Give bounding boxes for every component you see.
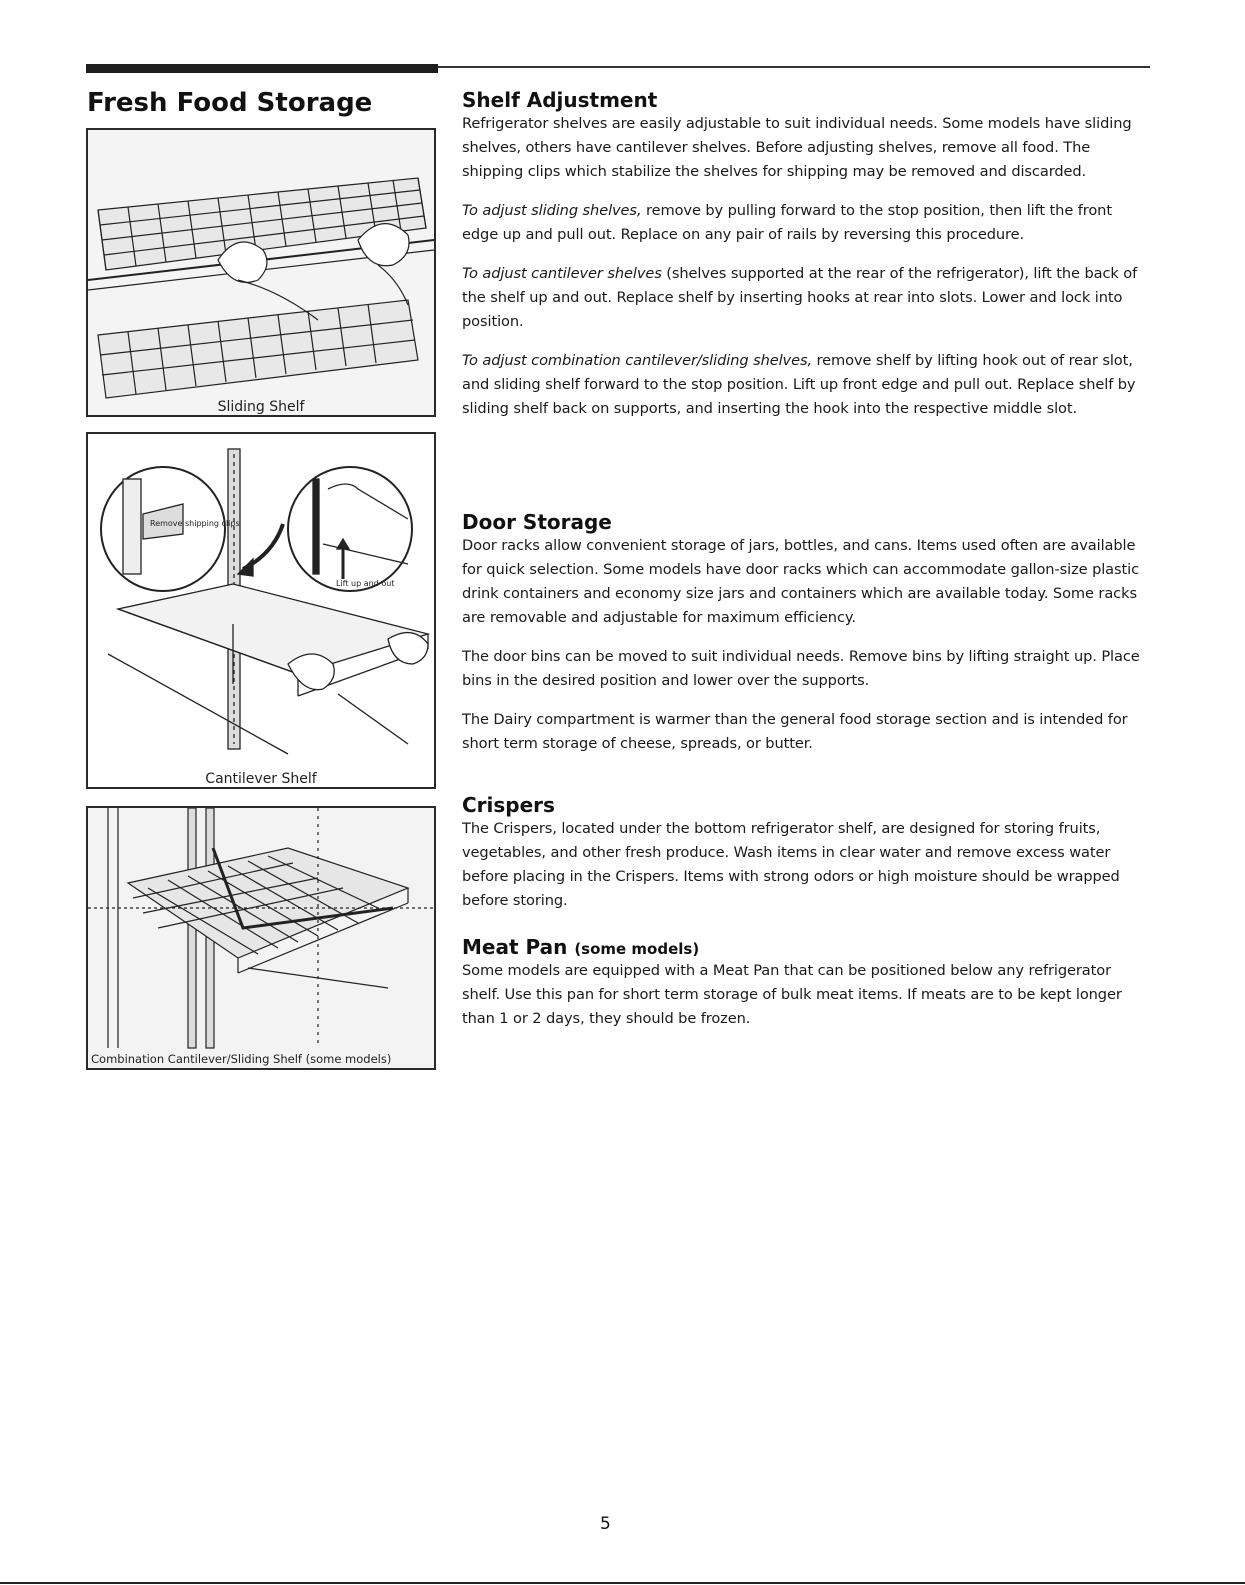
combination-shelves-lead: To adjust combination cantilever/sliding shelves, <box>462 352 813 369</box>
sliding-shelf-illustration <box>88 130 434 415</box>
door-storage-section <box>462 510 1150 756</box>
sliding-shelves-text: remove by pulling forward to the stop position, then lift the front edge up and pull out. Replace on any pair of rails by reversing this procedure. <box>462 202 1112 243</box>
shelf-adjustment-intro: Refrigerator shelves are easily adjustable to suit individual needs. Some models have sliding shelves, others have cantilever shelves. Before adjusting shelves, remove all food. The shipping clips which stabilize the shelves for shipping may be removed and discarded. <box>462 115 1132 180</box>
combination-shelf-illustration <box>88 808 434 1068</box>
meat-pan-paragraph: Some models are equipped with a Meat Pan that can be positioned below any refrigerator shelf. Use this pan for short term storage of bulk meat items. If meats are to be kept longer than 1 or 2 days, they should be frozen. <box>462 962 1122 1027</box>
header-bar <box>86 64 438 73</box>
cantilever-shelves-lead: To adjust cantilever shelves <box>462 265 662 282</box>
cantilever-shelves-paragraph <box>462 262 1150 334</box>
door-storage-paragraph-2: The door bins can be moved to suit individual needs. Remove bins by lifting straight up. Place bins in the desired position and lower over the supports. <box>462 648 1140 689</box>
lift-callout: Lift up and out <box>336 579 395 588</box>
sliding-shelves-lead: To adjust sliding shelves, <box>462 202 642 219</box>
combination-shelf-figure <box>86 806 436 1070</box>
sliding-shelf-caption: Sliding Shelf <box>217 399 305 415</box>
cantilever-shelf-illustration <box>88 434 434 787</box>
sliding-shelves-paragraph <box>462 199 1150 247</box>
meat-pan-heading <box>462 935 1150 959</box>
page-title: Fresh Food Storage <box>87 88 373 118</box>
door-storage-paragraph-1: Door racks allow convenient storage of jars, bottles, and cans. Items used often are available for quick selection. Some models have door racks which can accommodate gallon-size plastic drink containers and economy size jars and containers which are available today. Some racks are removable and adjustable for maximum efficiency. <box>462 537 1140 626</box>
bottom-rule <box>0 1582 1245 1584</box>
meat-pan-section <box>462 935 1150 1031</box>
shelf-adjustment-heading: Shelf Adjustment <box>462 88 658 112</box>
door-storage-paragraph-3: The Dairy compartment is warmer than the general food storage section and is intended for short term storage of cheese, spreads, or butter. <box>462 711 1128 752</box>
page-number: 5 <box>600 1514 611 1534</box>
combination-shelves-text: remove shelf by lifting hook out of rear slot, and sliding shelf forward to the stop position. Lift up front edge and pull out. Replace shelf by sliding shelf back on supports, and inserting the hook into the respective middle slot. <box>462 352 1136 417</box>
sliding-shelf-figure <box>86 128 436 417</box>
crispers-heading: Crispers <box>462 793 555 817</box>
meat-pan-title: Meat Pan <box>462 935 568 959</box>
cantilever-shelf-caption: Cantilever Shelf <box>205 771 317 787</box>
cantilever-shelf-figure <box>86 432 436 789</box>
header-rule <box>438 66 1150 68</box>
door-storage-heading: Door Storage <box>462 510 612 534</box>
shelf-adjustment-section <box>462 88 1150 421</box>
combination-shelf-caption: Combination Cantilever/Sliding Shelf (some models) <box>91 1052 392 1066</box>
remove-clips-callout: Remove shipping clips <box>150 519 240 528</box>
crispers-paragraph: The Crispers, located under the bottom refrigerator shelf, are designed for storing fruits, vegetables, and other fresh produce. Wash items in clear water and remove excess water before placing in the Crispers. Items with strong odors or high moisture should be wrapped before storing. <box>462 820 1120 909</box>
meat-pan-suffix: (some models) <box>574 940 700 958</box>
cantilever-shelves-text: (shelves supported at the rear of the refrigerator), lift the back of the shelf up and out. Replace shelf by inserting hooks at rear into slots. Lower and lock into position. <box>462 265 1138 330</box>
crispers-section <box>462 793 1150 913</box>
combination-shelves-paragraph <box>462 349 1150 421</box>
